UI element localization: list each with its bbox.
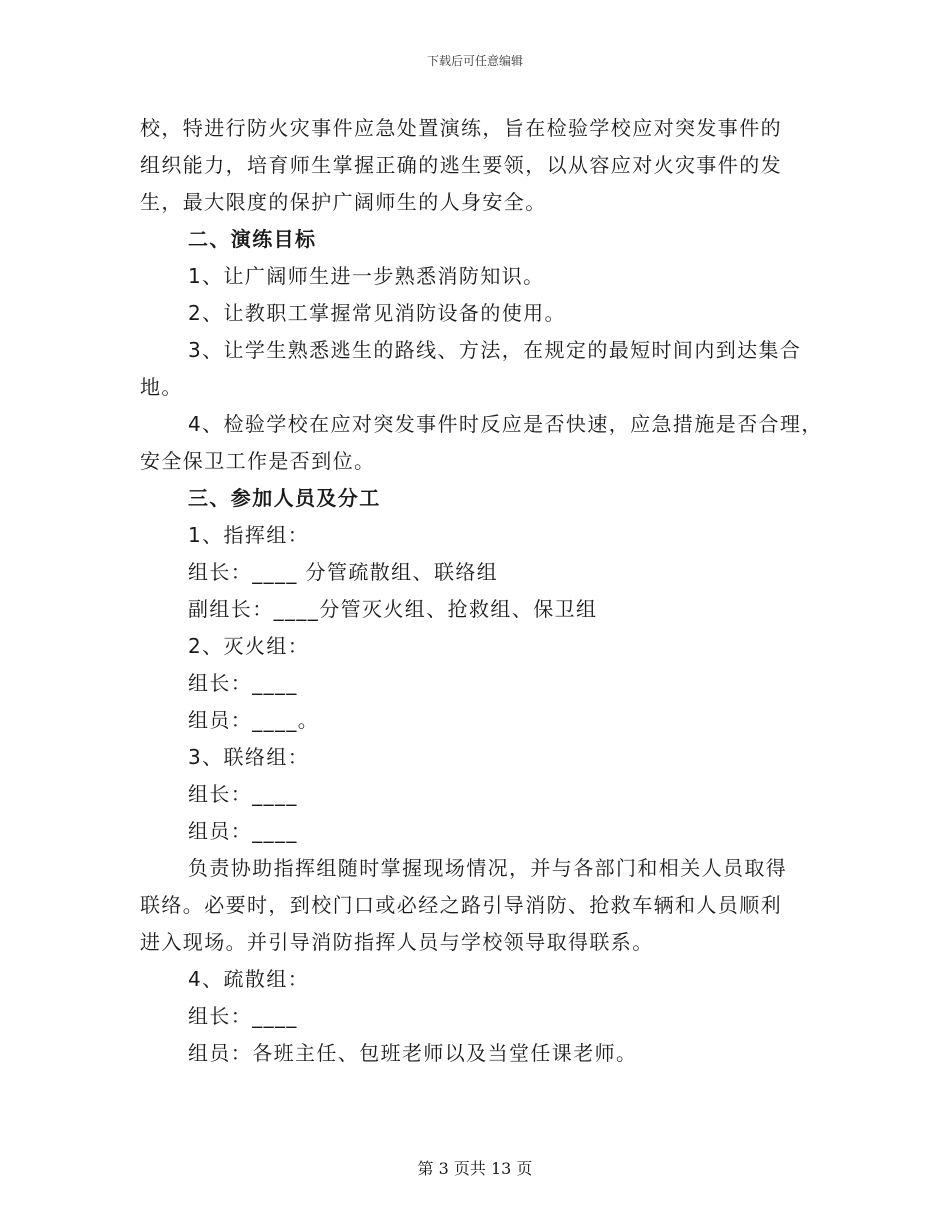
list-item-continuation: 安全保卫工作是否到位。: [140, 449, 376, 473]
document-body: [140, 110, 823, 1072]
list-item: 1、让广阔师生进一步熟悉消防知识。: [188, 264, 545, 288]
section-heading: 三、参加人员及分工: [188, 486, 381, 510]
list-item: 4、检验学校在应对突发事件时反应是否快速，应急措施是否合理，: [188, 412, 823, 436]
group-title: 1、指挥组：: [188, 523, 310, 547]
paragraph-line: 组织能力，培育师生掌握正确的逃生要领，以从容应对火灾事件的发: [140, 153, 782, 177]
group-title: 2、灭火组：: [188, 634, 310, 658]
group-member-line: 组长：____: [188, 782, 298, 806]
group-member-line: 组员：各班主任、包班老师以及当堂任课老师。: [188, 1041, 638, 1065]
list-item-continuation: 地。: [140, 375, 183, 399]
section-heading: 二、演练目标: [188, 227, 317, 251]
group-member-line: 组长：____: [188, 1004, 298, 1028]
paragraph-line: 联络。必要时，到校门口或必经之路引导消防、抢救车辆和人员顺利: [140, 893, 782, 917]
group-title: 4、疏散组：: [188, 967, 310, 991]
group-member-line: 副组长：____分管灭火组、抢救组、保卫组: [188, 597, 598, 621]
paragraph-line: 校，特进行防火灾事件应急处置演练，旨在检验学校应对突发事件的: [140, 116, 782, 140]
paragraph-line: 负责协助指挥组随时掌握现场情况，并与各部门和相关人员取得: [188, 856, 788, 880]
group-member-line: 组长：____ 分管疏散组、联络组: [188, 560, 499, 584]
list-item: 2、让教职工掌握常见消防设备的使用。: [188, 301, 566, 325]
group-member-line: 组员：____: [188, 819, 298, 843]
group-member-line: 组员：____。: [188, 708, 320, 732]
paragraph-line: 生，最大限度的保护广阔师生的人身安全。: [140, 190, 547, 214]
paragraph-line: 进入现场。并引导消防指挥人员与学校领导取得联系。: [140, 930, 654, 954]
header-note: 下载后可任意编辑: [426, 54, 523, 68]
group-title: 3、联络组：: [188, 745, 310, 769]
group-member-line: 组长：____: [188, 671, 298, 695]
list-item: 3、让学生熟悉逃生的路线、方法，在规定的最短时间内到达集合: [188, 338, 802, 362]
page-number: 第 3 页共 13 页: [417, 1159, 533, 1178]
